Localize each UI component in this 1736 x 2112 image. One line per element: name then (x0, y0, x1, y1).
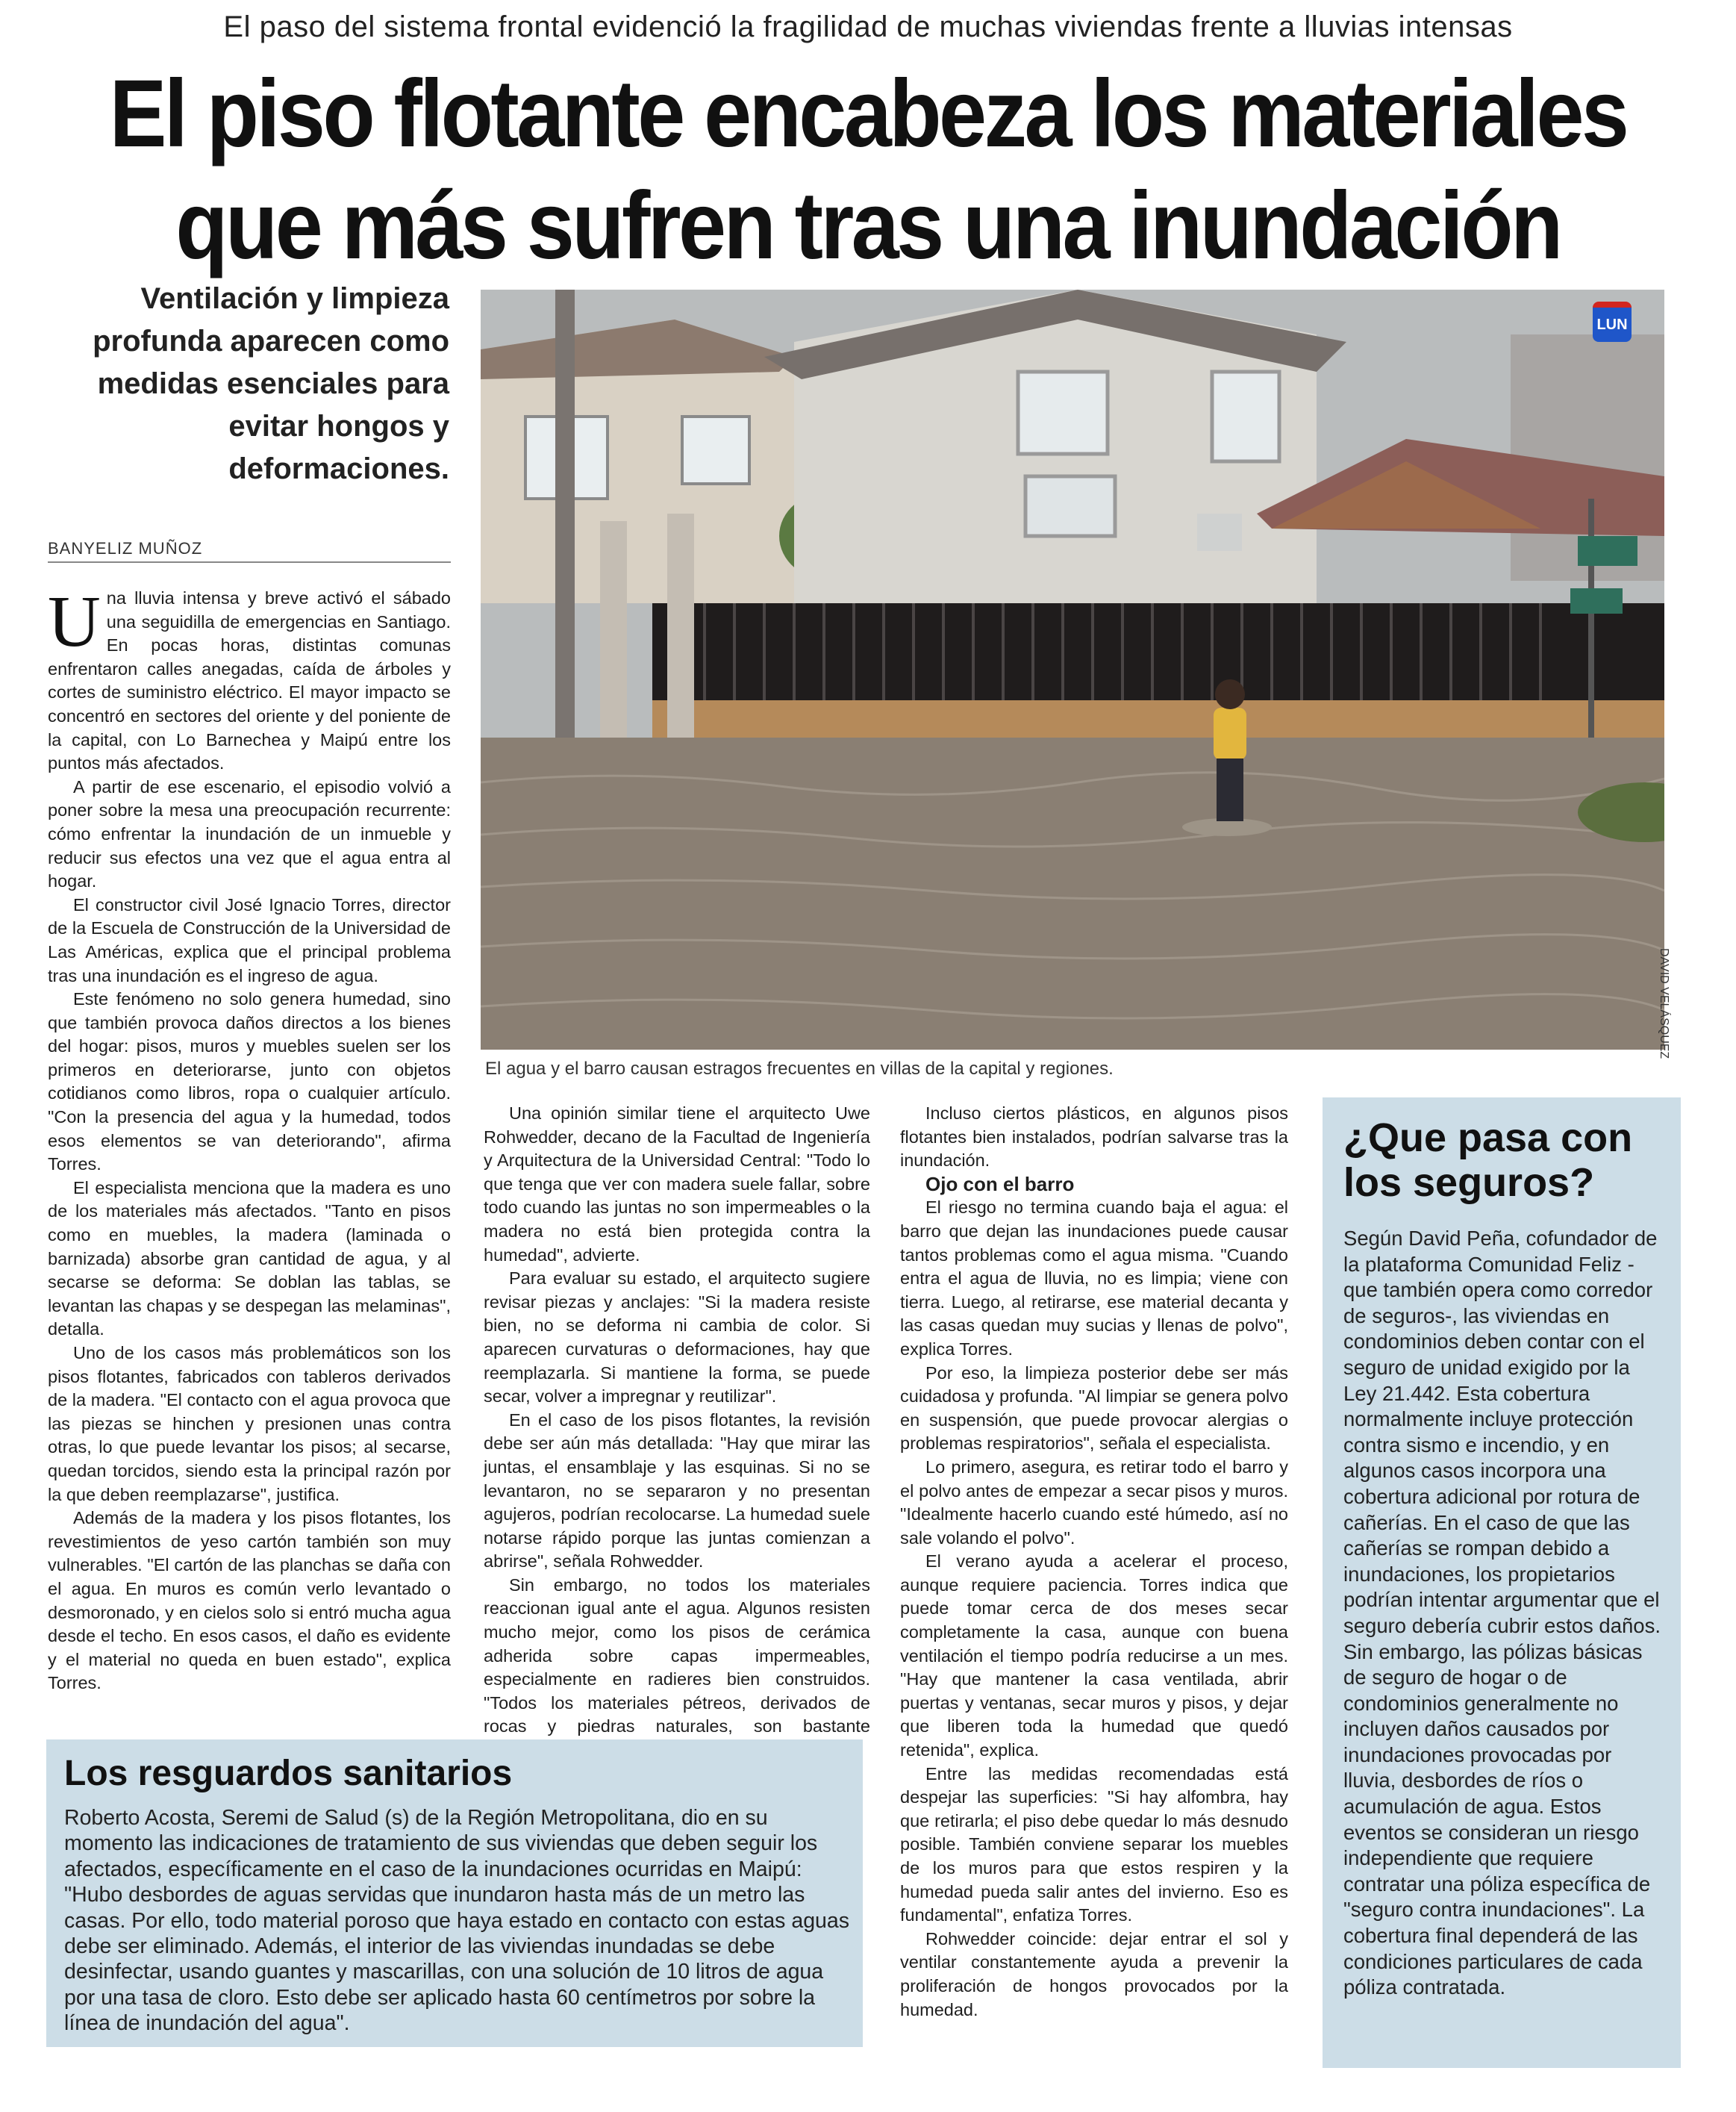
headline-line-2: que más sufren tras una inundación (175, 172, 1561, 279)
paragraph-3: El constructor civil José Ignacio Torres, director de la Escuela de Construcción de la Universidad de Las Américas, explica que el principal problema tras una inundación es el ingreso de agua. (48, 894, 451, 985)
paragraph-7: Además de la madera y los pisos flotantes, los revestimientos de yeso cartón también son muy vulnerables. "El cartón de las planchas se daña con el agua. En muros es común verlo levantado o desmoronado, y en cielos solo si entró mucha agua desde el techo. En esos casos, el daño es evidente y el material no queda en buen estado", explica Torres. (48, 1508, 451, 1693)
kicker: El paso del sistema frontal evidenció la fragilidad de muchas viviendas frente a lluvias intensas (223, 10, 1513, 43)
photo-credit: DAVID VELÁSQUEZ (1658, 948, 1670, 1059)
paragraph-5: El especialista menciona que la madera es uno de los materiales más afectados. "Tanto en pisos como en muebles, la madera (laminada o barnizada) absorbe gran cantidad de agua, y al secarse se deforma: Se doblan las tablas, se levantan las chapas y se despegan las melaminas", detalla. (48, 1177, 451, 1339)
subhead-ojo-con-el-barro: Ojo con el barro (925, 1172, 1075, 1195)
paragraph-9: Para evaluar su estado, el arquitecto sugiere revisar piezas y anclajes: "Si la madera resiste bien, no se deforma ni cambia de color. Si aparecen curvaturas o deformaciones, hay que reemplazarla. Si mantiene la forma, se puede secar, volver a impregnar y reutilizar". (484, 1268, 870, 1407)
article-column-2 (484, 1102, 870, 1763)
paragraph-8: Una opinión similar tiene el arquitecto Uwe Rohwedder, decano de la Facultad de Ingeniería y Arquitectura de la Universidad Central: "Todo lo que tenga que ver con madera suele fallar, sobre todo cuando las juntas no son impermeables o la madera no está bien protegida contra la humedad", advierte. (484, 1103, 870, 1265)
paragraph-18: Rohwedder coincide: dejar entrar el sol y ventilar constantemente ayuda a prevenir la proliferación de hongos provocados por la humedad. (900, 1928, 1288, 2019)
box-resguardos-sanitarios (46, 1739, 863, 2047)
byline: BANYELIZ MUÑOZ (48, 539, 451, 563)
sidebar-title: ¿Que pasa con los seguros? (1343, 1115, 1633, 1205)
box-title: Los resguardos sanitarios (64, 1754, 513, 1793)
paragraph-11: Sin embargo, no todos los materiales reaccionan igual ante el agua. Algunos resisten mucho mejor, como los pisos de cerámica adherida sobre capas impermeables, especialmente en radieres bien construidos. "Todos los materiales pétreos, derivados de rocas y piedras naturales, son bastante (484, 1574, 870, 1736)
sidebar-seguros (1323, 1097, 1681, 2068)
lun-logo-badge: LUN (1593, 302, 1632, 342)
paragraph-12: Incluso ciertos plásticos, en algunos pisos flotantes bien instalados, podrían salvarse tras la inundación. (900, 1103, 1288, 1171)
flood-photo-illustration (481, 290, 1664, 1050)
article-column-3 (900, 1102, 1288, 2022)
paragraph-2: A partir de ese escenario, el episodio volvió a poner sobre la mesa una preocupación recurrente: cómo enfrentar la inundación de un inmueble y reducir sus efectos una vez que el agua entra al hogar. (48, 776, 451, 891)
paragraph-16: El verano ayuda a acelerar el proceso, aunque requiere paciencia. Torres indica que puede tomar cerca de dos meses secar completamente la casa, aunque con buena ventilación el tiempo podría reducirse a un mes. "Hay que mantener la casa ventilada, abrir puertas y ventanas, secar muros y pisos, y dejar que liberen toda la humedad que quedó retenida", explica. (900, 1551, 1288, 1760)
box-text: Roberto Acosta, Seremi de Salud (s) de la Región Metropolitana, dio en su momento las indicaciones de tratamiento de sus viviendas que deben seguir los afectados, específicamente en el caso de la inundaciones ocurridas en Maipú: "Hubo desbordes de aguas servidas que inundaron hasta más de un metro las casas. Por ello, todo material poroso que haya estado en contacto con estas aguas debe ser eliminado. Además, el interior de las viviendas inundadas se debe desinfectar, usando guantes y mascarillas, con una solución de 10 litros de agua por una tasa de cloro. Esto debe ser aplicado hasta 60 centímetros por sobre la línea de inundación del agua". (64, 1806, 849, 2036)
sidebar-text: Según David Peña, cofundador de la plataforma Comunidad Feliz -que también opera como corredor de seguros-, las viviendas en condominios deben contar con el seguro de unidad exigido por la Ley 21.442. Esta cobertura normalmente incluye protección contra sismo e incendio, y en algunos casos incorpora una cobertura adicional por rotura de cañerías. En el caso de que las cañerías se rompan debido a inundaciones, los propietarios podrían intentar argumentar que el seguro debería cubrir estos daños. Sin embargo, las pólizas básicas de seguro de hogar o de condominios generalmente no incluyen daños causados por inundaciones provocadas por lluvia, desbordes de ríos o acumulación de agua. Estos eventos se consideran un riesgo independiente que requiere contratar una póliza específica de "seguro contra inundaciones". La cobertura final dependerá de las condiciones particulares de cada póliza contratada. (1343, 1227, 1661, 1999)
drop-cap: U (48, 582, 101, 662)
photo-caption: El agua y el barro causan estragos frecuentes en villas de la capital y regiones. (485, 1059, 1114, 1079)
article-column-1 (48, 582, 451, 1695)
flood-photo (481, 290, 1664, 1050)
headline-line-1: El piso flotante encabeza los materiales (109, 60, 1627, 167)
paragraph-17: Entre las medidas recomendadas está despejar las superficies: "Si hay alfombra, hay que retirarla; el piso debe quedar lo más desnudo posible. También conviene separar los muebles de los muros para que estos respiren y la humedad pueda salir antes del invierno. Eso es fundamental", enfatiza Torres. (900, 1763, 1288, 1925)
paragraph-13: El riesgo no termina cuando baja el agua: el barro que dejan las inundaciones puede causar tantos problemas como el agua misma. "Cuando entra el agua de lluvia, no es limpia; viene con tierra. Luego, al retirarse, ese material decanta y las casas quedan muy sucias y llenas de polvo", explica Torres. (900, 1197, 1288, 1359)
headline (87, 58, 1649, 282)
paragraph-14: Por eso, la limpieza posterior debe ser más cuidadosa y profunda. "Al limpiar se genera polvo en suspensión, que puede provocar alergias o problemas respiratorios", señala el especialista. (900, 1362, 1288, 1454)
paragraph-15: Lo primero, asegura, es retirar todo el barro y el polvo antes de empezar a secar pisos y muros. "Idealmente hacerlo cuando esté húmedo, así no sale volando el polvo". (900, 1457, 1288, 1548)
paragraph-10: En el caso de los pisos flotantes, la revisión debe ser aún más detallada: "Hay que mirar las juntas, el ensamblaje y las esquinas. Si no se levantaron, no se separaron y no presentan agujeros, podrían recolocarse. La humedad suele notarse rápido porque las juntas comienzan a abrirse", señala Rohwedder. (484, 1409, 870, 1571)
deck: Ventilación y limpieza profunda aparecen como medidas esenciales para evitar hongos y deformaciones. (93, 282, 449, 485)
paragraph-6: Uno de los casos más problemáticos son los pisos flotantes, fabricados con tableros derivados de la madera. "El contacto con el agua provoca que las piezas se hinchen y presionen unas contra otras, lo que puede levantar los pisos; al secarse, quedan torcidos, siendo esta la principal razón por la que deben reemplazarse", justifica. (48, 1343, 451, 1504)
paragraph-4: Este fenómeno no solo genera humedad, sino que también provoca daños directos a los bienes del hogar: pisos, muros y muebles suelen ser los primeros en deteriorarse, junto con objetos cotidianos como libros, ropa o cualquier artículo. "Con la presencia del agua y la humedad, todos esos elementos se van deteriorando", afirma Torres. (48, 989, 451, 1174)
paragraph-1: Una lluvia intensa y breve activó el sábado una seguidilla de emergencias en Santiago. En pocas horas, distintas comunas enfrentaron calles anegadas, caída de árboles y cortes de suministro eléctrico. El mayor impacto se concentró en sectores del oriente y del poniente de la capital, con Lo Barnechea y Maipú entre los puntos más afectados. (48, 582, 451, 773)
